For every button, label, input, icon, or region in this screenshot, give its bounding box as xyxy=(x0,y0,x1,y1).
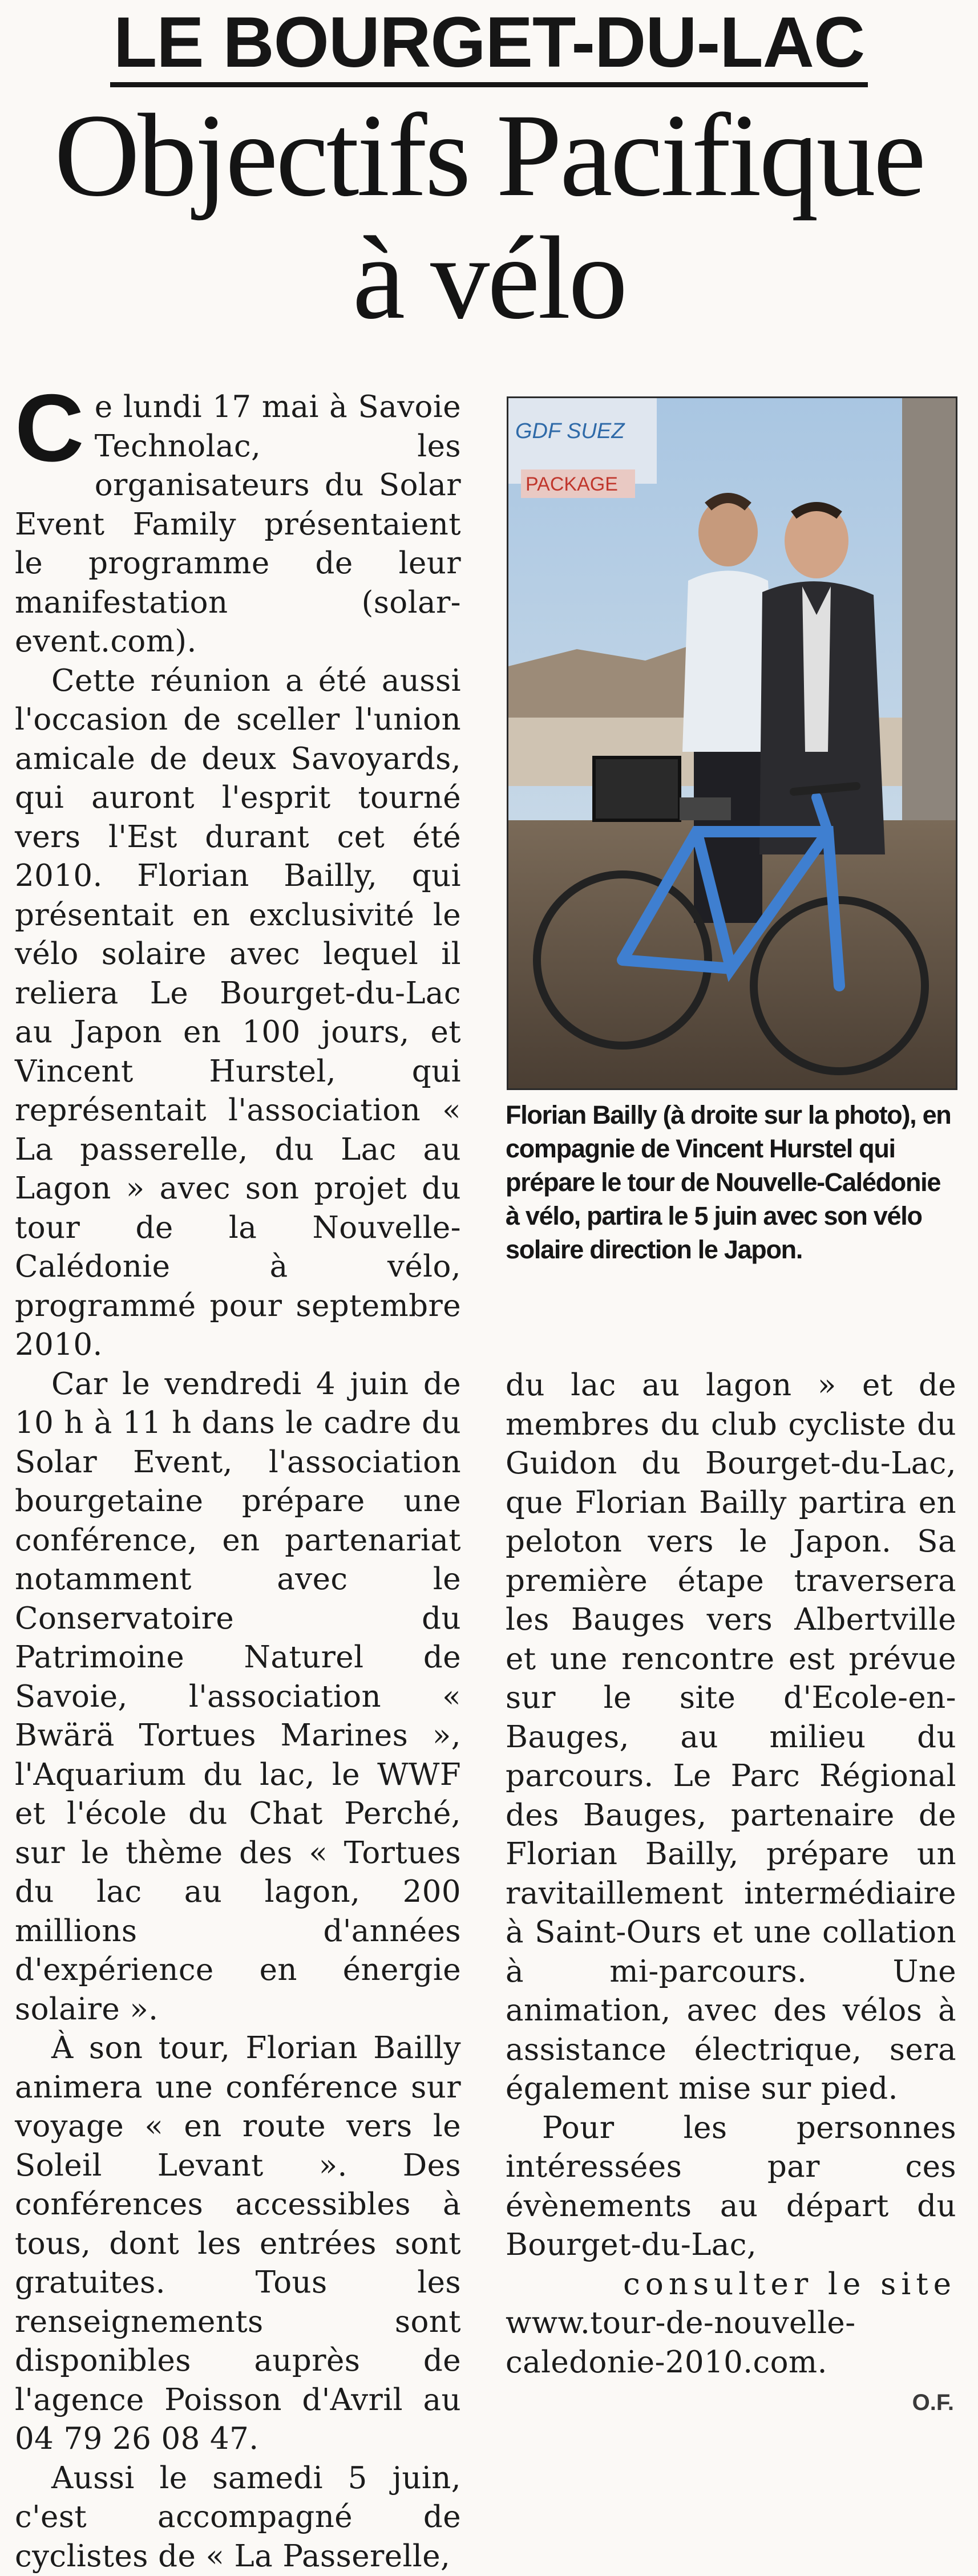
paragraph-5: Aussi le samedi 5 juin, c'est accompagné de cyclistes de « La Passerelle, xyxy=(15,2459,461,2576)
drop-cap: C xyxy=(15,389,84,467)
paragraph-2: Cette réunion a été aussi l'occasion de sceller l'union amicale de deux Savoyards, qui auront l'esprit tourné vers l'Est durant cet été 2010. Florian Bailly, qui présentait en exclusivité le vélo solaire avec lequel il reliera Le Bourget-du-Lac au Japon en 100 jours, et Vincent Hurstel, qui représentait l'association « La passerelle, du Lac au Lagon » avec son projet du tour de la Nouvelle-Calédonie à vélo, programmé pour septembre 2010. xyxy=(15,662,461,1365)
kicker-text: LE BOURGET-DU-LAC xyxy=(110,3,868,87)
headline-line-1: Objectifs Pacifique xyxy=(0,94,978,217)
website-url: www.tour-de-nouvelle-caledonie-2010.com. xyxy=(506,2304,956,2382)
paragraph-1 xyxy=(15,388,461,662)
article-photo xyxy=(507,396,957,1090)
paragraph-6: du lac au lagon » et de membres du club cycliste du Guidon du Bourget-du-Lac, que Florian Bailly partira en peloton vers le Japon. Sa première étape traversera les Bauges vers Albertville et une rencontre est prévue sur le site d'Ecole-en-Bauges, au milieu du parcours. Le Parc Régional des Bauges, partenaire de Florian Bailly, prépare un ravitaillement intermédiaire à Saint-Ours et une collation à mi-parcours. Une animation, avec des vélos à assistance électrique, sera également mise sur pied. xyxy=(506,1366,956,2109)
headline-line-2: à vélo xyxy=(0,217,978,339)
author-signature: O.F. xyxy=(912,2390,954,2416)
paragraph-3: Car le vendredi 4 juin de 10 h à 11 h dans le cadre du Solar Event, l'association bourgetaine prépare une conférence, en partenariat notamment avec le Conservatoire du Patrimoine Naturel de Savoie, l'association « Bwärä Tortues Marines », l'Aquarium du lac, le WWF et l'école du Chat Perché, sur le thème des « Tortues du lac au lagon, 200 millions d'années d'expérience en énergie solaire ». xyxy=(15,1365,461,2030)
article-column-1 xyxy=(15,388,461,2576)
article-kicker xyxy=(0,0,978,86)
sign-text-1: GDF SUEZ xyxy=(515,419,625,443)
sign-text-2: PACKAGE xyxy=(526,473,618,495)
article-column-2 xyxy=(506,1366,956,2382)
paragraph-1-text: e lundi 17 mai à Savoie Technolac, les organisateurs du Solar Event Family présentaient le programme de leur manifestation (solar-event.com). xyxy=(15,390,461,659)
paragraph-7: Pour les personnes intéressées par ces évènements au départ du Bourget-du-Lac, xyxy=(506,2109,956,2265)
photo-caption: Florian Bailly (à droite sur la photo), en compagnie de Vincent Hurstel qui prépare le tour de Nouvelle-Calédonie à vélo, partira le 5 juin avec son vélo solaire direction le Japon. xyxy=(506,1098,956,1266)
paragraph-8: consulter le site xyxy=(506,2265,956,2304)
paragraph-4: À son tour, Florian Bailly animera une conférence sur voyage « en route vers le Soleil Levant ». Des conférences accessibles à tous, dont les entrées sont gratuites. Tous les renseignements sont disponibles auprès de l'agence Poisson d'Avril au 04 79 26 08 47. xyxy=(15,2029,461,2459)
article-headline xyxy=(0,94,978,339)
photo-illustration xyxy=(508,398,956,1088)
